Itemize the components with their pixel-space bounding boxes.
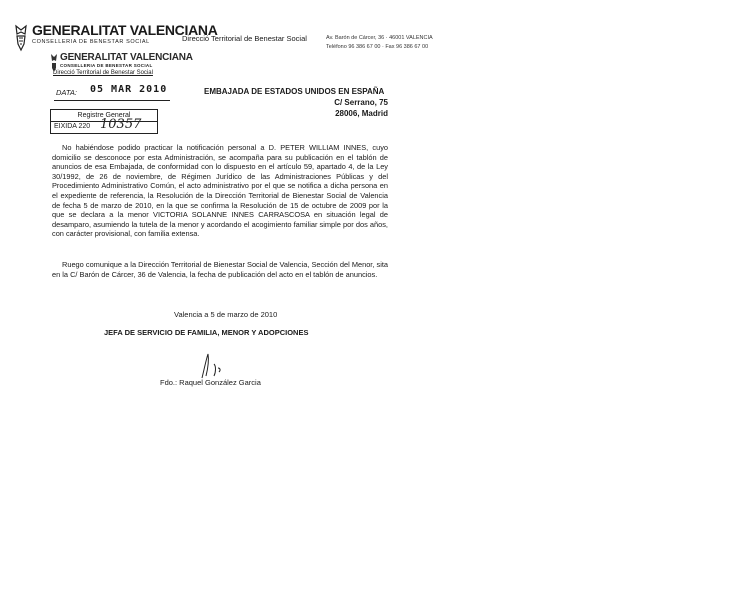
recipient-street: C/ Serrano, 75	[334, 98, 388, 107]
letterhead-directorate: Direcció Territorial de Benestar Social	[182, 34, 307, 43]
registry-stamp	[50, 82, 170, 132]
signature-icon	[186, 350, 232, 380]
entry-stamp	[50, 50, 193, 78]
recipient-city: 28006, Madrid	[335, 109, 388, 118]
recipient-name: EMBAJADA DE ESTADOS UNIDOS EN ESPAÑA	[204, 87, 385, 96]
body-paragraph-2	[52, 260, 388, 279]
generalitat-crest-icon	[14, 24, 28, 52]
address-line-1: Av. Barón de Cárcer, 36 · 46001 VALENCIA	[326, 35, 433, 41]
date-value: 05 MAR 2010	[90, 84, 168, 95]
date-underline	[54, 100, 170, 101]
recipient-address	[204, 86, 388, 119]
registry-name: Registre General	[50, 109, 158, 122]
body-paragraph-1	[52, 143, 388, 239]
letterhead-org: GENERALITAT VALENCIANA	[32, 22, 218, 38]
paragraph-2-text: Ruego comunique a la Dirección Territorial de Bienestar Social de Valencia, Sección del Menor, sita en la C/ Barón de Cárcer, 36 de Valencia, la fecha de publicación del acto en el tablón de anuncios.	[52, 260, 388, 279]
letterhead-address	[326, 34, 433, 52]
registry-date-row	[50, 82, 170, 102]
signer-name: Fdo.: Raquel González Garcia	[160, 378, 261, 387]
signer-role: JEFA DE SERVICIO DE FAMILIA, MENOR Y ADOPCIONES	[104, 328, 309, 337]
stamp-dept: CONSELLERIA DE BENESTAR SOCIAL	[60, 63, 153, 68]
address-line-2: Teléfono 96 386 67 00 · Fax 96 386 67 00	[326, 44, 429, 50]
exit-number: 10357	[100, 117, 142, 132]
exit-label: EIXIDA 220	[54, 123, 91, 130]
place-date: Valencia a 5 de marzo de 2010	[174, 310, 278, 319]
paragraph-1-text: No habiéndose podido practicar la notificación personal a D. PETER WILLIAM INNES, cuyo domicilio se desconoce por esta Administración, se acompaña para su publicación en el tablón de anuncios de esa Embajada, de conformidad con lo dispuesto en el artículo 59, apartado 4, de la Ley 30/1992, de 26 de noviembre, de Régimen Jurídico de las Administraciones Públicas y del Procedimiento Administrativo Común, el acto administrativo por el que se notifica a dicha persona en el expediente de referencia, la Resolución de la Dirección Territorial de Bienestar Social de Valencia de fecha 5 de marzo de 2010, en la que se confirma la Resolución de 15 de octubre de 2009 por la que se declara a la menor VICTORIA SOLANNE INNES CARRASCOSA en situación legal de desamparo, asumiendo la tutela de la menor y acordando el acogimiento familiar simple por dos años, con carácter provisional, con familia extensa.	[52, 143, 388, 239]
stamp-directorate: Direcció Territorial de Benestar Social	[53, 70, 153, 76]
letterhead-dept: CONSELLERIA DE BENESTAR SOCIAL	[32, 39, 150, 45]
date-label: DATA:	[56, 88, 77, 97]
stamp-org: GENERALITAT VALENCIANA	[60, 52, 193, 63]
